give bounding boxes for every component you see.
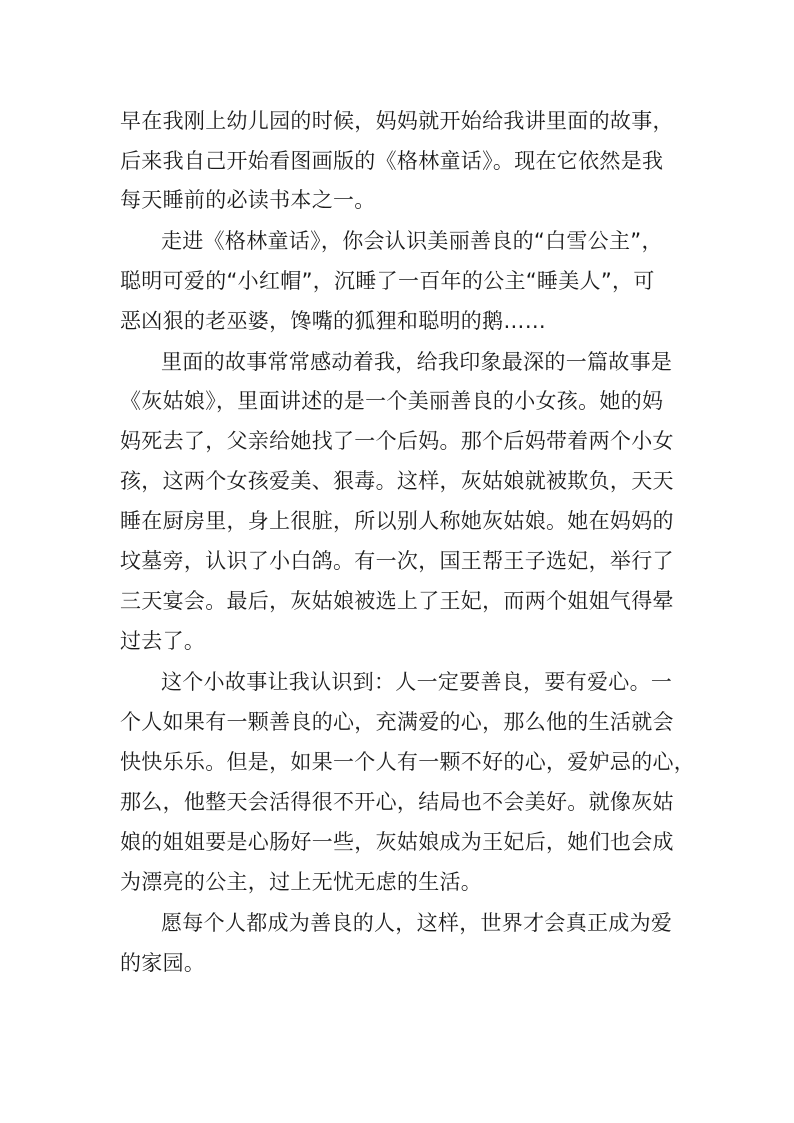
paragraph-3-line-1: 里面的故事常常感动着我，给我印象最深的一篇故事是 xyxy=(161,350,673,374)
paragraph-3-line-4: 孩，这两个女孩爱美、狠毒。这样，灰姑娘就被欺负，天天 xyxy=(120,469,674,493)
paragraph-4-line-2: 个人如果有一颗善良的心，充满爱的心，那么他的生活就会 xyxy=(120,710,674,734)
paragraph-5-line-2: 的家园。 xyxy=(120,951,206,975)
paragraph-4-line-3: 快快乐乐。但是，如果一个人有一颗不好的心，爱妒忌的心， xyxy=(120,750,696,774)
paragraph-4-line-5: 娘的姐姐要是心肠好一些，灰姑娘成为王妃后，她们也会成 xyxy=(120,830,674,854)
paragraph-5-line-1: 愿每个人都成为善良的人，这样，世界才会真正成为爱 xyxy=(161,911,673,935)
paragraph-3-line-3: 妈死去了，父亲给她找了一个后妈。那个后妈带着两个小女 xyxy=(120,429,674,453)
paragraph-1-line-3: 每天睡前的必读书本之一。 xyxy=(120,188,376,212)
paragraph-2-line-1: 走进《格林童话》，你会认识美丽善良的“白雪公主”， xyxy=(161,229,663,253)
paragraph-1-line-1: 早在我刚上幼儿园的时候，妈妈就开始给我讲里面的故事， xyxy=(120,109,674,133)
paragraph-2-line-3: 恶凶狠的老巫婆，馋嘴的狐狸和聪明的鹅…… xyxy=(120,309,546,333)
paragraph-3-line-8: 过去了。 xyxy=(120,629,206,653)
paragraph-3-line-5: 睡在厨房里，身上很脏，所以别人称她灰姑娘。她在妈妈的 xyxy=(120,509,674,533)
paragraph-3-line-7: 三天宴会。最后，灰姑娘被选上了王妃，而两个姐姐气得晕 xyxy=(120,589,674,613)
paragraph-3-line-6: 坟墓旁，认识了小白鸽。有一次，国王帮王子选妃，举行了 xyxy=(120,549,674,573)
paragraph-2-line-2: 聪明可爱的“小红帽”，沉睡了一百年的公主“睡美人”，可 xyxy=(120,269,655,293)
paragraph-1-line-2: 后来我自己开始看图画版的《格林童话》。现在它依然是我 xyxy=(120,149,664,173)
paragraph-4-line-1: 这个小故事让我认识到：人一定要善良，要有爱心。一 xyxy=(161,670,673,694)
paragraph-4-line-6: 为漂亮的公主，过上无忧无虑的生活。 xyxy=(120,870,483,894)
paragraph-3-line-2: 《灰姑娘》，里面讲述的是一个美丽善良的小女孩。她的妈 xyxy=(120,389,664,413)
paragraph-4-line-4: 那么，他整天会活得很不开心，结局也不会美好。就像灰姑 xyxy=(120,790,674,814)
